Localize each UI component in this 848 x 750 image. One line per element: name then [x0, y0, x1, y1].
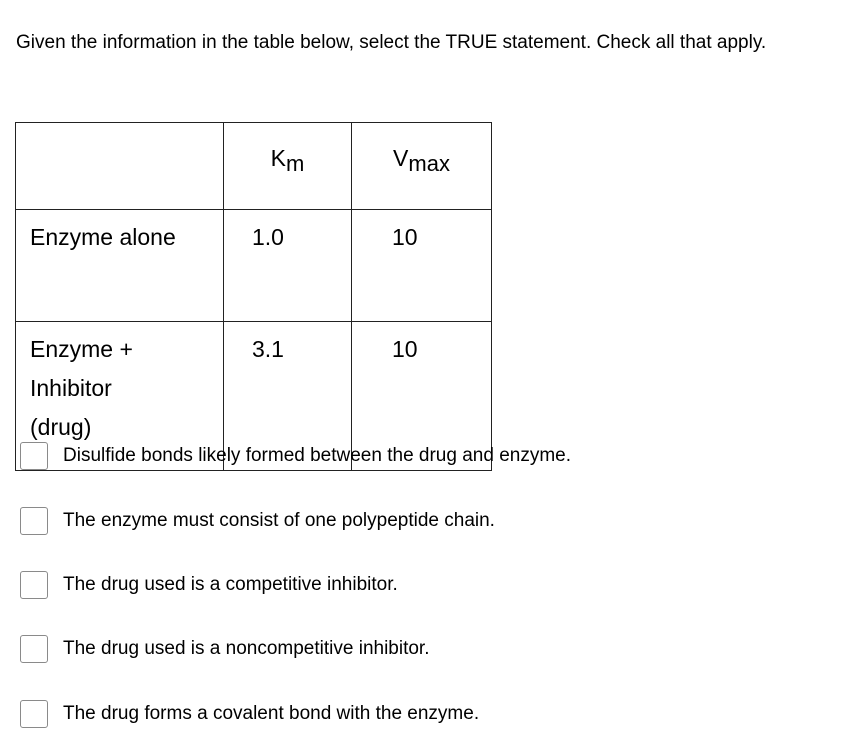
km-header — [224, 123, 352, 210]
checkbox[interactable] — [20, 635, 48, 663]
question-text: Given the information in the table below, select the TRUE statement. Check all that apply. — [16, 32, 767, 53]
checkbox[interactable] — [20, 442, 48, 470]
option-disulfide-bonds[interactable] — [20, 442, 571, 470]
row-label-text: Enzyme + Inhibitor (drug) — [30, 336, 133, 440]
row-label — [16, 210, 224, 322]
option-text: The drug used is a noncompetitive inhibitor. — [63, 638, 430, 659]
option-covalent-bond[interactable] — [20, 700, 479, 728]
km-value: 1.0 — [224, 210, 352, 322]
checkbox[interactable] — [20, 507, 48, 535]
vmax-value: 10 — [352, 322, 492, 471]
km-value: 3.1 — [224, 322, 352, 471]
table-header-row — [16, 123, 492, 210]
option-noncompetitive[interactable] — [20, 635, 430, 663]
row-label-text: Enzyme alone — [30, 224, 176, 250]
option-one-polypeptide[interactable] — [20, 507, 495, 535]
vmax-header-main: V — [393, 145, 409, 171]
option-text: The drug used is a competitive inhibitor. — [63, 574, 398, 595]
vmax-value: 10 — [352, 210, 492, 322]
checkbox[interactable] — [20, 571, 48, 599]
option-text: The drug forms a covalent bond with the enzyme. — [63, 703, 480, 724]
checkbox[interactable] — [20, 700, 48, 728]
kinetics-table — [15, 122, 492, 471]
table-row — [16, 210, 492, 322]
km-header-sub: m — [286, 151, 305, 176]
option-text: Disulfide bonds likely formed between the drug and enzyme. — [63, 445, 572, 466]
km-header-main: K — [270, 145, 286, 171]
vmax-header-sub: max — [408, 151, 450, 176]
option-competitive[interactable] — [20, 571, 398, 599]
option-text: The enzyme must consist of one polypeptide chain. — [63, 510, 495, 531]
empty-header-cell — [16, 123, 224, 210]
vmax-header — [352, 123, 492, 210]
